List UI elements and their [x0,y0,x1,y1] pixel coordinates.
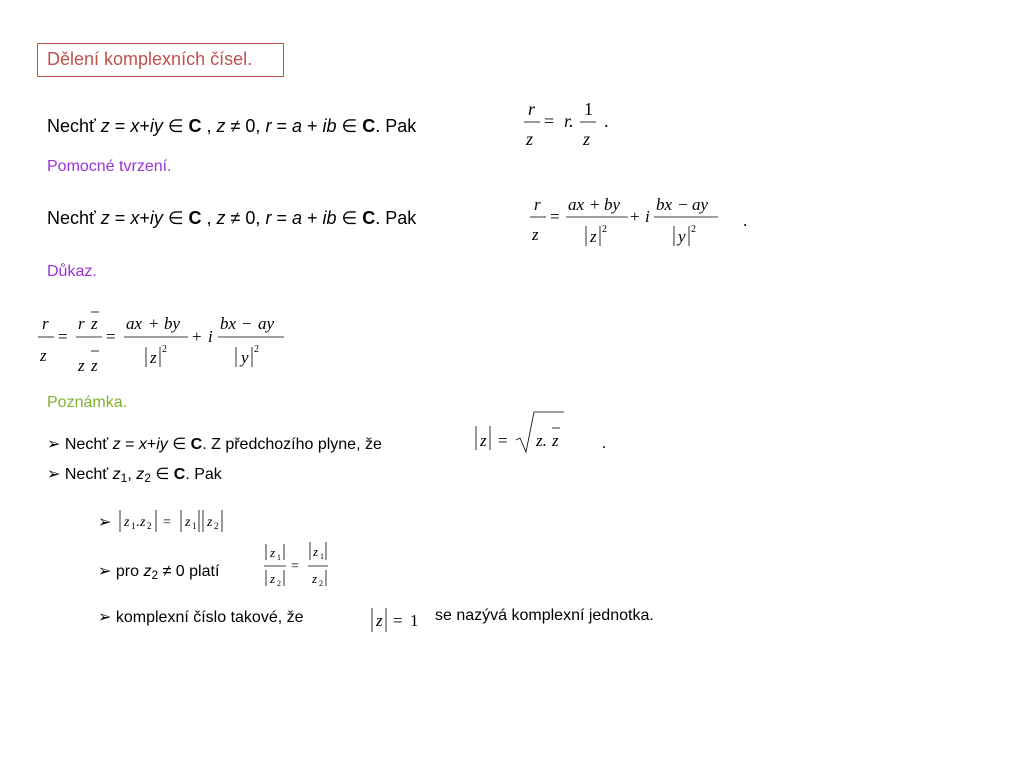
svg-text:2: 2 [214,521,219,531]
bullet-arrow-icon: ➢ [47,466,61,483]
svg-text:r: r [534,195,541,214]
svg-text:=: = [393,611,403,630]
svg-text:z: z [590,227,597,246]
svg-text:−: − [678,195,688,214]
svg-text:z: z [583,129,591,149]
bullet-arrow-icon: ➢ [47,436,61,453]
svg-text:=: = [291,559,299,574]
svg-text:z: z [526,129,534,149]
svg-text:by: by [604,195,621,214]
svg-text:r.: r. [564,111,574,131]
svg-text:ay: ay [692,195,709,214]
svg-text:2: 2 [147,521,152,531]
svg-text:z: z [480,431,487,450]
bullet-arrow-icon: ➢ [98,563,112,580]
sub-bullet-3-suffix: se nazývá komplexní jednotka. [435,607,654,624]
svg-text:z: z [376,611,383,630]
heading-lemma: Pomocné tvrzení. [47,158,172,175]
formula-proof [36,305,296,381]
svg-text:2: 2 [162,344,167,355]
svg-text:=: = [544,111,555,131]
svg-text:2: 2 [277,579,281,588]
svg-text:.: . [602,435,606,452]
svg-text:z: z [124,515,130,530]
formula-unit-modulus [368,604,428,636]
formula-modulus-sqrt [470,408,620,456]
svg-text:z: z [91,356,98,375]
svg-text:−: − [242,314,252,333]
svg-text:1: 1 [584,99,593,119]
svg-text:y: y [678,227,686,246]
svg-text:z: z [150,348,157,367]
svg-text:.: . [136,515,140,530]
svg-text:1: 1 [320,552,324,561]
bullet-arrow-icon: ➢ [98,514,112,531]
svg-text:=: = [58,327,68,346]
svg-text:r: r [78,314,85,333]
svg-text:=: = [550,207,560,226]
svg-text:bx: bx [220,314,237,333]
svg-text:+: + [149,314,159,333]
svg-text:2: 2 [254,344,259,355]
statement-line-1: Nechť z = x+iy ∈ C , z ≠ 0, r = a + ib ∈ C. Pak [47,116,417,136]
svg-text:r: r [42,314,49,333]
svg-text:ax: ax [126,314,143,333]
svg-text:r: r [528,99,536,119]
heading-note: Poznámka. [47,394,128,411]
svg-text:2: 2 [602,224,607,235]
sub-bullet-2: ➢ pro $z_2 \ne 0$ platí [98,563,220,582]
formula-modulus-quotient [262,540,342,590]
bullet-arrow-icon: ➢ [98,609,112,626]
svg-text:=: = [163,515,171,530]
svg-text:2: 2 [319,579,323,588]
svg-text:i: i [645,207,650,226]
svg-text:=: = [498,431,508,450]
sub-bullet-3: ➢ komplexní číslo takové, že [98,609,304,626]
svg-text:+: + [590,195,600,214]
svg-text:z: z [312,571,318,586]
bullet-1: ➢ Nechť z = x+iy ∈ C. Z předchozího plyne, že [47,436,382,453]
svg-text:z: z [313,544,319,559]
svg-text:ax: ax [568,195,585,214]
svg-text:y: y [241,348,249,367]
svg-text:bx: bx [656,195,673,214]
svg-text:z: z [270,545,276,560]
formula-lemma [528,190,758,254]
svg-text:z.: z. [536,431,547,450]
svg-text:i: i [208,327,213,346]
svg-text:z: z [140,515,146,530]
formula-modulus-product [118,506,238,536]
bullet-2: ➢ Nechť $z_1$, $z_2$ ∈ C. Pak [47,466,222,485]
svg-text:z: z [91,314,98,333]
svg-text:ay: ay [258,314,275,333]
svg-text:z: z [78,356,85,375]
svg-text:.: . [604,111,609,131]
svg-text:z: z [552,431,559,450]
svg-text:z: z [185,515,191,530]
svg-text:1: 1 [410,611,419,630]
svg-text:z: z [40,346,47,365]
formula-r-over-z [520,95,620,157]
svg-text:z: z [270,571,276,586]
svg-text:+: + [630,207,640,226]
heading-proof: Důkaz. [47,263,97,280]
svg-text:z: z [532,225,539,244]
svg-text:by: by [164,314,181,333]
svg-text:1: 1 [131,521,136,531]
slide-title: Dělení komplexních čísel. [37,43,284,77]
svg-text:=: = [106,327,116,346]
sub-bullet-1 [98,512,111,532]
svg-text:z: z [207,515,213,530]
statement-line-2: Nechť z = x+iy ∈ C , z ≠ 0, r = a + ib ∈ C. Pak [47,208,417,228]
svg-text:+: + [192,327,202,346]
svg-text:2: 2 [691,224,696,235]
svg-text:1: 1 [277,553,281,562]
svg-text:1: 1 [192,521,197,531]
svg-text:.: . [743,211,748,230]
